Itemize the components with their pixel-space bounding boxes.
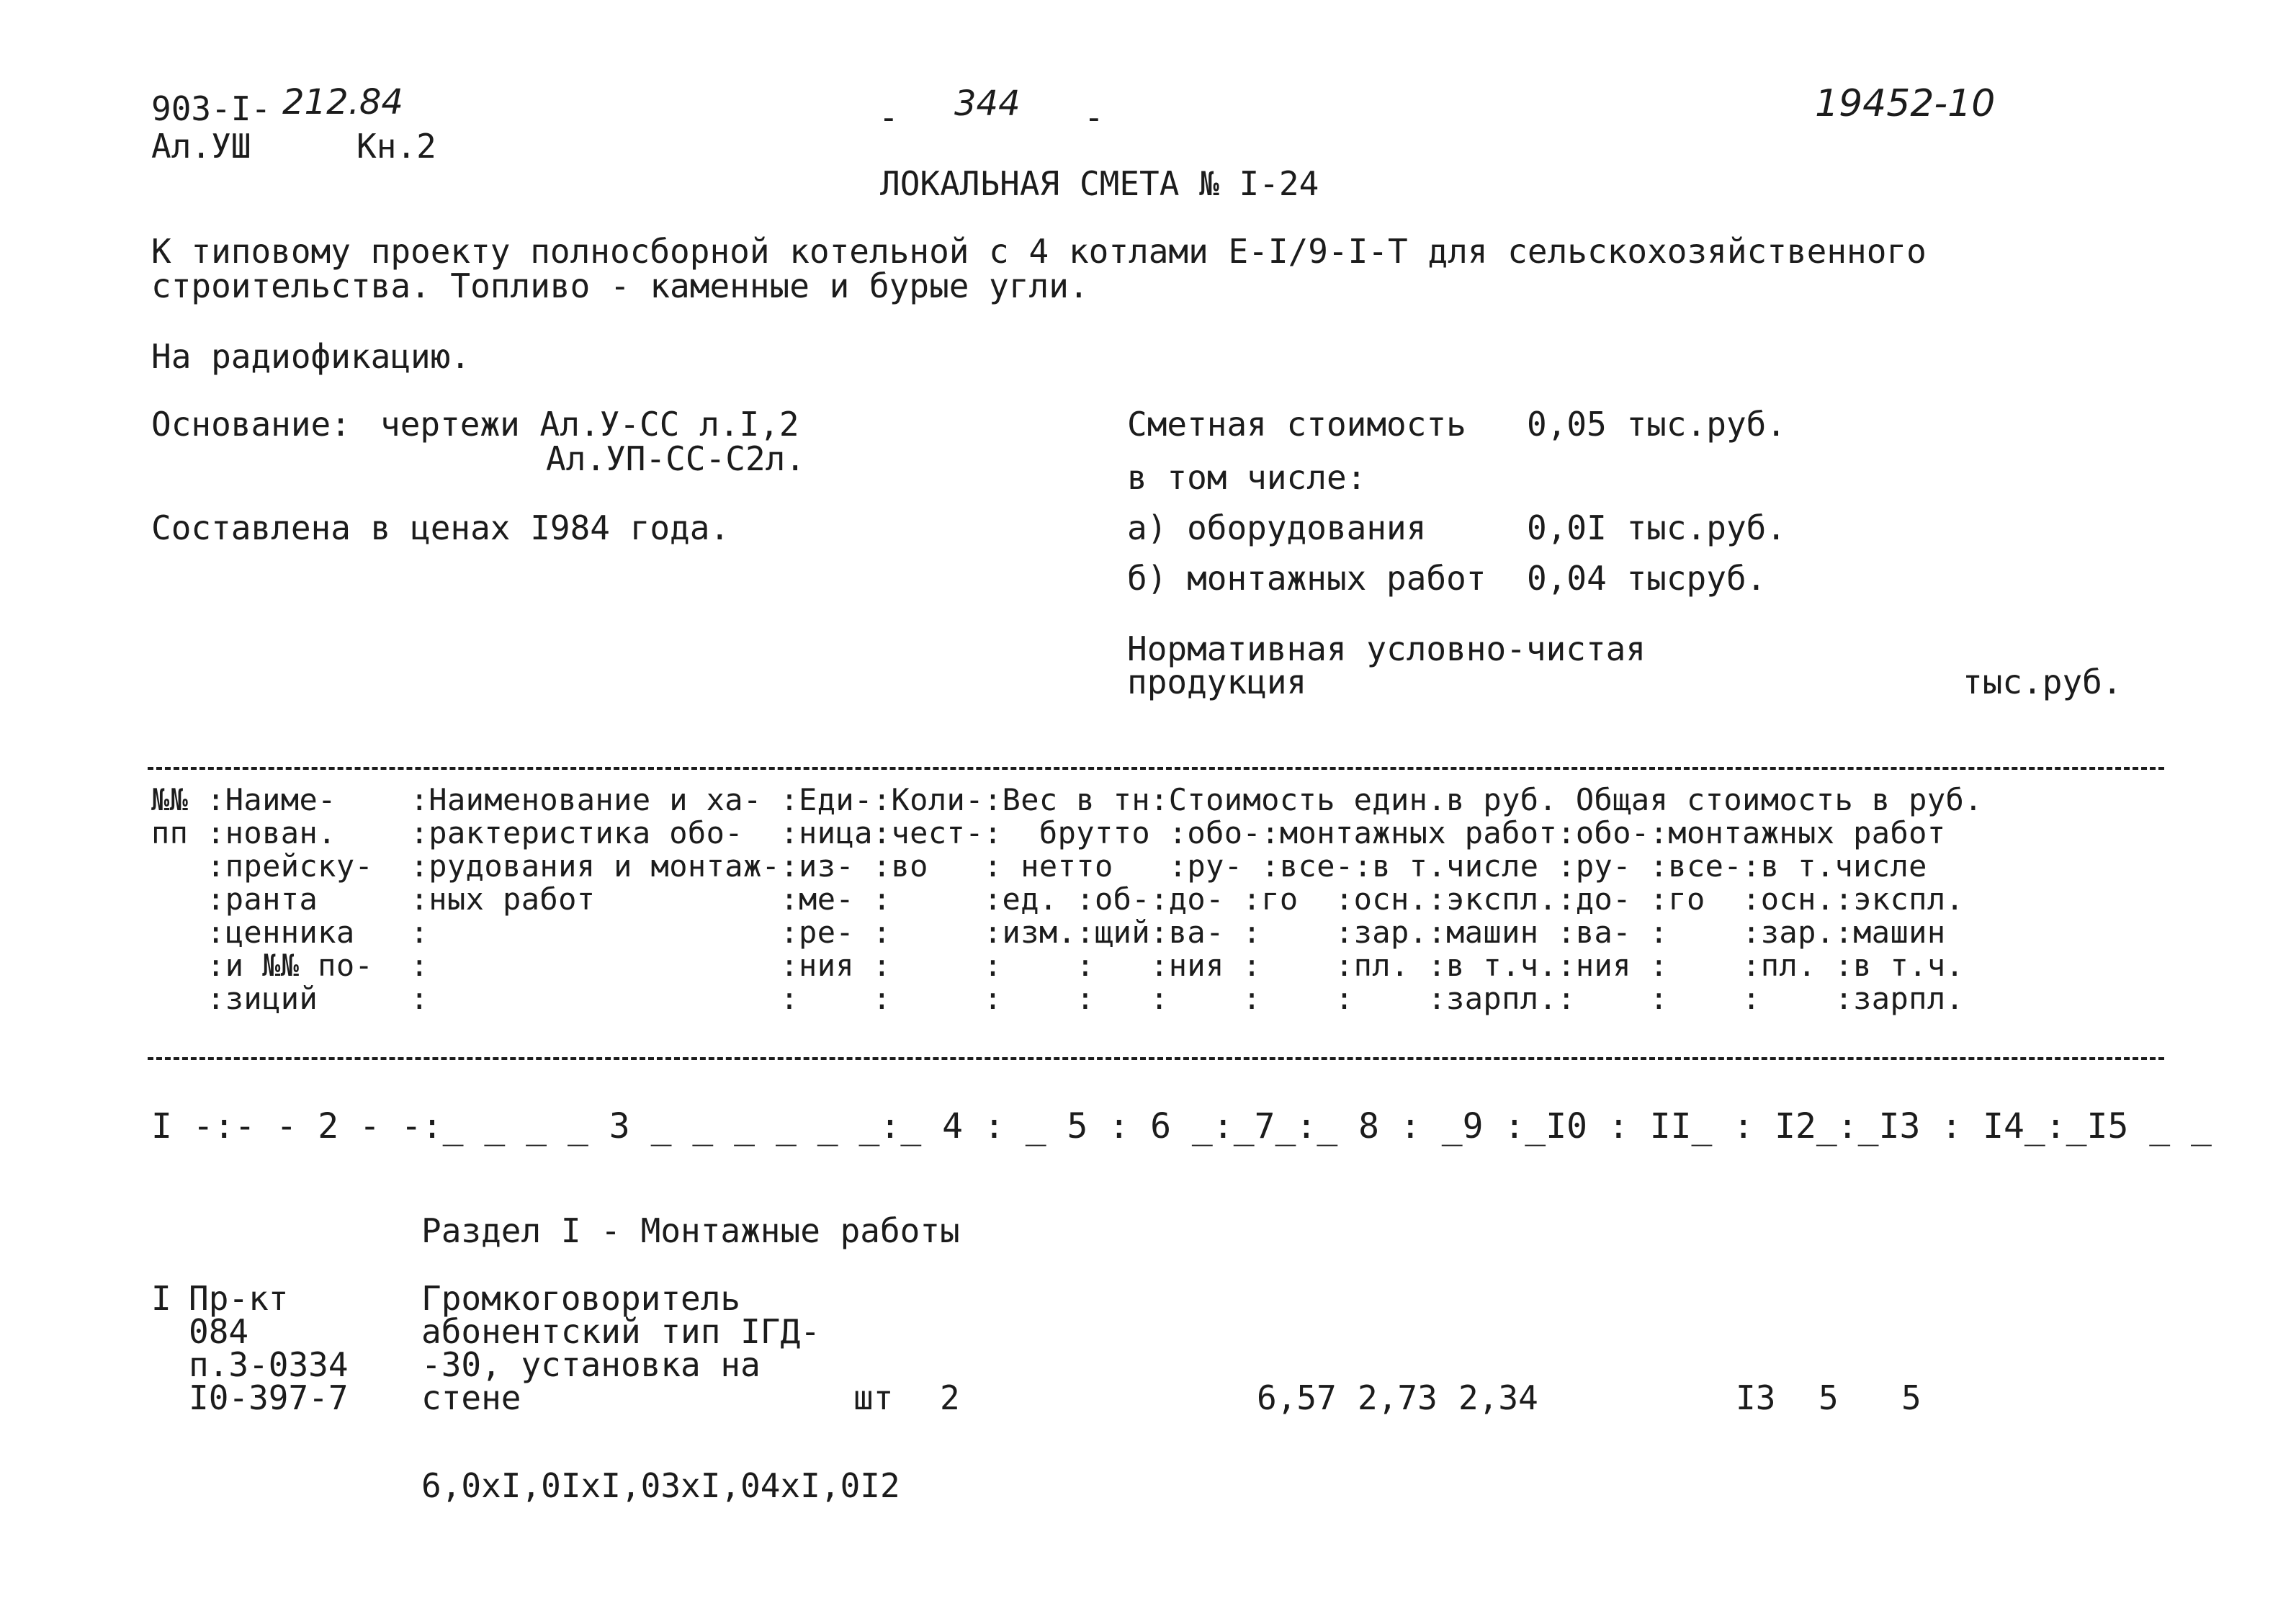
- book: Кн.2: [356, 127, 436, 166]
- cost-total-value: 0,05 тыс.руб.: [1527, 405, 1787, 444]
- row-unit: шт: [853, 1378, 894, 1417]
- row-total-install: I3: [1736, 1378, 1776, 1417]
- cost-installation-value: 0,04 тысруб.: [1527, 559, 1767, 598]
- row-number: I: [151, 1279, 171, 1318]
- table-header-bottom-rule: [148, 1057, 2164, 1060]
- description-line-1: К типовому проекту полносборной котельной с 4 котлами Е-I/9-I-Т для сельскохозяйственного: [151, 232, 1927, 271]
- section-title: Раздел I - Монтажные работы: [421, 1211, 960, 1250]
- prices-year: Составлена в ценах I984 года.: [151, 508, 730, 547]
- coefficients: 6,0хI,0IхI,03хI,04хI,0I2: [421, 1466, 900, 1505]
- page-dash-left: -: [879, 98, 899, 137]
- table-header-line: пп :нован. :рактеристика обо- :ница:чест-: брутто :обо-:монтажных работ:обо-:монтажных работ: [151, 815, 1946, 850]
- row-install-mach: 2,34: [1458, 1378, 1538, 1417]
- archive-number: 19452-10: [1815, 82, 1996, 125]
- basis-line-2: Ал.УП-СС-С2л.: [546, 439, 806, 478]
- row-pricelist-3: п.3-0334: [189, 1345, 349, 1384]
- description-line-2: строительства. Топливо - каменные и бурые угли.: [151, 266, 1089, 305]
- doc-code-handwritten: 212.84: [282, 82, 403, 122]
- row-total-mach: 5: [1901, 1378, 1921, 1417]
- table-header-line: :прейску- :рудования и монтаж-:из- :во : нетто :ру- :все-:в т.числе :ру- :все-:в т.числе: [151, 848, 1927, 884]
- table-header-line: :ранта :ных работ :ме- : :ед. :об-:до- :го :осн.:экспл.:до- :го :осн.:экспл.: [151, 881, 1965, 917]
- row-qty: 2: [940, 1378, 960, 1417]
- basis-label: Основание:: [151, 405, 351, 444]
- normative-line-2: продукция: [1127, 663, 1307, 701]
- doc-code: 903-I-: [151, 89, 272, 128]
- row-install-total: 6,57: [1257, 1378, 1337, 1417]
- row-pricelist-2: 084: [189, 1312, 249, 1351]
- row-pricelist-1: Пр-кт: [189, 1279, 289, 1318]
- page-number: 344: [954, 84, 1021, 124]
- album: Ал.УШ: [151, 127, 251, 166]
- normative-line-1: Нормативная условно-чистая: [1127, 629, 1646, 668]
- table-header: [151, 784, 1983, 1015]
- table-header-line: :ценника : :ре- : :изм.:щий:ва- : :зар.:машин :ва- : :зар.:машин: [151, 915, 1946, 950]
- row-pricelist-4: I0-397-7: [189, 1378, 349, 1417]
- row-name-3: -30, установка на: [421, 1345, 761, 1384]
- page-dash-right: -: [1084, 98, 1104, 137]
- subject: На радиофикацию.: [151, 337, 471, 376]
- table-header-line: :зиций : : : : : : : : :зарпл.: : : :зарпл.: [151, 981, 1965, 1016]
- row-install-wage: 2,73: [1358, 1378, 1438, 1417]
- table-header-line: :и №№ по- : :ния : : : :ния : :пл. :в т.ч.:ния : :пл. :в т.ч.: [151, 948, 1965, 983]
- row-total-wage: 5: [1819, 1378, 1839, 1417]
- cost-equipment-label: а) оборудования: [1127, 508, 1427, 547]
- cost-installation-label: б) монтажных работ: [1127, 559, 1486, 598]
- table-header-line: №№ :Наиме- :Наименование и ха- :Еди-:Коли-:Вес в тн:Стоимость един.в руб. Общая стоимость в руб.: [151, 782, 1983, 817]
- table-top-rule: [148, 767, 2164, 770]
- cost-including: в том числе:: [1127, 458, 1367, 497]
- cost-equipment-value: 0,0I тыс.руб.: [1527, 508, 1787, 547]
- basis-line-1: чертежи Ал.У-СС л.I,2: [380, 405, 799, 444]
- normative-unit: тыс.руб.: [1963, 663, 2122, 701]
- row-name-4: стене: [421, 1378, 521, 1417]
- cost-total-label: Сметная стоимость: [1127, 405, 1466, 444]
- column-numbers: I -:- - 2 - -:_ _ _ _ 3 _ _ _ _ _ _:_ 4 : _ 5 : 6 _:_7_:_ 8 : _9 :_I0 : II_ : I2_:_I3 : I4_:_I5 _ _: [151, 1106, 2212, 1146]
- row-name-2: абонентский тип IГД-: [421, 1312, 820, 1351]
- document-title: ЛОКАЛЬНАЯ СМЕТА № I-24: [880, 164, 1319, 203]
- row-name-1: Громкоговоритель: [421, 1279, 741, 1318]
